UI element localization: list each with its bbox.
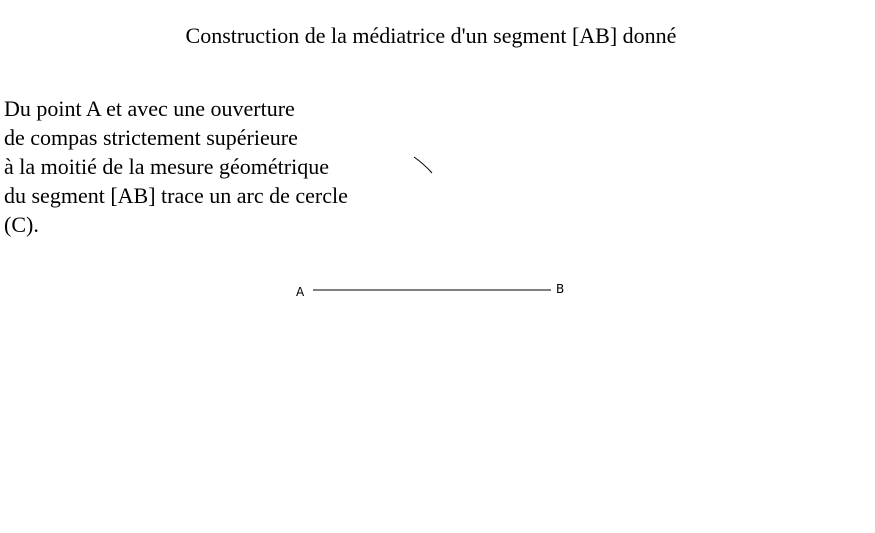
point-a-label: A: [296, 285, 305, 299]
compass-arc-c: [414, 157, 432, 173]
page-title: Construction de la médiatrice d'un segment [AB] donné: [185, 23, 677, 48]
instruction-line: du segment [AB] trace un arc de cercle: [4, 183, 348, 208]
instruction-line: Du point A et avec une ouverture: [4, 96, 295, 121]
instruction-line: de compas strictement supérieure: [4, 125, 298, 150]
instruction-line: (C).: [4, 212, 39, 237]
instruction-line: à la moitié de la mesure géométrique: [4, 154, 329, 179]
point-b-label: B: [556, 282, 565, 296]
